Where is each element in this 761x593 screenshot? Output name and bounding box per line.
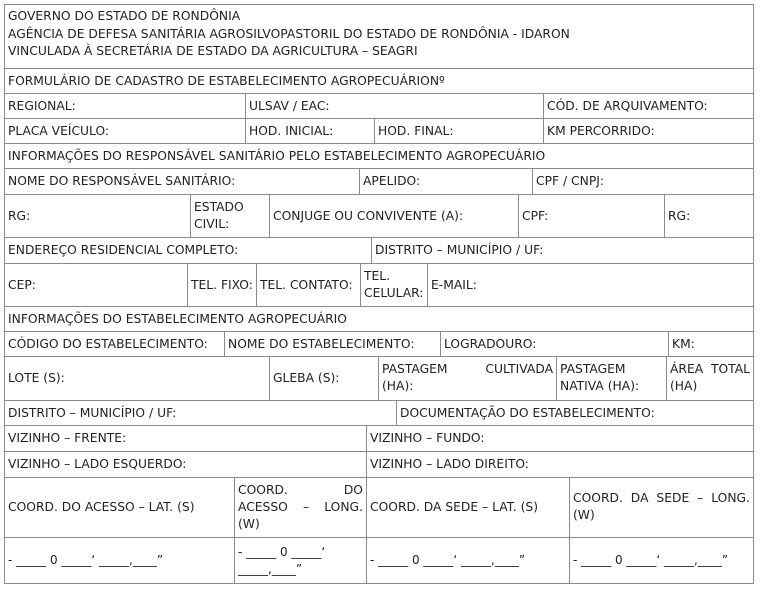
- pastagem-cultivada-field[interactable]: PASTAGEM CULTIVADA (HA):: [378, 357, 556, 400]
- codigo-row: [5, 331, 753, 356]
- cep-row: [5, 263, 753, 306]
- documentacao-field[interactable]: DOCUMENTAÇÃO DO ESTABELECIMENTO:: [396, 401, 753, 425]
- distrito-estabelecimento-field[interactable]: DISTRITO – MUNICÍPIO / UF:: [8, 405, 177, 420]
- estado-civil-field[interactable]: ESTADO CIVIL:: [190, 195, 269, 237]
- coord-sede-lat-value[interactable]: - _____ 0 _____‘ _____,____”: [366, 538, 569, 583]
- hod-inicial-field[interactable]: HOD. INICIAL:: [245, 119, 374, 143]
- conjuge-field[interactable]: CONJUGE OU CONVIVENTE (A):: [269, 195, 518, 237]
- email-field[interactable]: E-MAIL:: [427, 264, 753, 306]
- coord-sede-long-label: COORD. DA SEDE – LONG. (W): [569, 478, 753, 537]
- placa-row: [5, 118, 753, 143]
- rg-conjuge-field[interactable]: RG:: [664, 195, 753, 237]
- section-responsavel-title: INFORMAÇÕES DO RESPONSÁVEL SANITÁRIO PELO ESTABELECIMENTO AGROPECUÁRIO: [8, 148, 546, 163]
- apelido-field[interactable]: APELIDO:: [359, 169, 532, 194]
- section-estabelecimento-title: INFORMAÇÕES DO ESTABELECIMENTO AGROPECUÁRIO: [8, 311, 347, 326]
- section-responsavel-row: [5, 143, 753, 168]
- regional-field[interactable]: REGIONAL:: [8, 98, 76, 113]
- distrito-row: [5, 400, 753, 425]
- tel-celular-field[interactable]: TEL. CELULAR:: [360, 264, 427, 306]
- hod-final-field[interactable]: HOD. FINAL:: [374, 119, 543, 143]
- tel-fixo-field[interactable]: TEL. FIXO:: [187, 264, 256, 306]
- ulsav-field[interactable]: ULSAV / EAC:: [245, 94, 543, 118]
- form-header: [5, 5, 753, 68]
- tel-contato-field[interactable]: TEL. CONTATO:: [256, 264, 360, 306]
- coord-sede-lat-label: COORD. DA SEDE – LAT. (S): [366, 478, 569, 537]
- vizinho-lado-row: [5, 451, 753, 477]
- header-line-3: VINCULADA À SECRETÁRIA DE ESTADO DA AGRICULTURA – SEAGRI: [8, 44, 418, 58]
- nome-row: [5, 168, 753, 194]
- cpf-field[interactable]: CPF:: [518, 195, 664, 237]
- coord-labels-row: [5, 477, 753, 537]
- nome-responsavel-field[interactable]: NOME DO RESPONSÁVEL SANITÁRIO:: [8, 174, 236, 188]
- form-title-row: [5, 68, 753, 93]
- km-estabelecimento-field[interactable]: KM:: [668, 332, 753, 356]
- rg-field[interactable]: RG:: [8, 208, 31, 223]
- distrito-responsavel-field[interactable]: DISTRITO – MUNICÍPIO / UF:: [371, 238, 753, 263]
- lote-row: [5, 356, 753, 400]
- vizinho-fundo-field[interactable]: VIZINHO – FUNDO:: [366, 426, 753, 451]
- vizinho-frente-field[interactable]: VIZINHO – FRENTE:: [8, 431, 127, 445]
- coord-acesso-lat-value[interactable]: - _____ 0 _____‘ _____,____”: [8, 553, 164, 567]
- section-estabelecimento-row: [5, 306, 753, 331]
- cpf-cnpj-field[interactable]: CPF / CNPJ:: [532, 169, 753, 194]
- coord-acesso-lat-label: COORD. DO ACESSO – LAT. (S): [8, 500, 195, 514]
- vizinho-esquerdo-field[interactable]: VIZINHO – LADO ESQUERDO:: [8, 457, 187, 471]
- cod-arquivamento-field[interactable]: CÓD. DE ARQUIVAMENTO:: [543, 94, 753, 118]
- coord-acesso-long-value[interactable]: - _____ 0 _____‘ _____,____”: [234, 538, 366, 583]
- area-total-field[interactable]: ÁREA TOTAL (HA): [666, 357, 753, 400]
- gleba-field[interactable]: GLEBA (S):: [269, 357, 378, 400]
- coord-values-row: [5, 537, 753, 583]
- nome-estabelecimento-field[interactable]: NOME DO ESTABELECIMENTO:: [224, 332, 440, 356]
- regional-row: [5, 93, 753, 118]
- header-line-1: GOVERNO DO ESTADO DE RONDÔNIA: [8, 9, 241, 23]
- header-line-2: AGÊNCIA DE DEFESA SANITÁRIA AGROSILVOPASTORIL DO ESTADO DE RONDÔNIA - IDARON: [8, 26, 570, 41]
- codigo-estabelecimento-field[interactable]: CÓDIGO DO ESTABELECIMENTO:: [8, 336, 208, 351]
- rg-row: [5, 194, 753, 237]
- cadastro-form: [4, 4, 754, 584]
- cep-field[interactable]: CEP:: [8, 277, 36, 292]
- form-title: FORMULÁRIO DE CADASTRO DE ESTABELECIMENTO AGROPECUÁRIONº: [8, 73, 445, 88]
- lote-field[interactable]: LOTE (S):: [8, 371, 65, 385]
- endereco-row: [5, 237, 753, 263]
- pastagem-nativa-field[interactable]: PASTAGEM NATIVA (HA):: [556, 357, 666, 400]
- vizinho-frente-row: [5, 425, 753, 451]
- vizinho-direito-field[interactable]: VIZINHO – LADO DIREITO:: [366, 452, 753, 477]
- km-percorrido-field[interactable]: KM PERCORRIDO:: [543, 119, 753, 143]
- coord-sede-long-value[interactable]: - _____ 0 _____‘ _____,____”: [569, 538, 753, 583]
- logradouro-field[interactable]: LOGRADOURO:: [440, 332, 668, 356]
- placa-veiculo-field[interactable]: PLACA VEÍCULO:: [8, 123, 110, 138]
- header-block: [5, 5, 753, 68]
- coord-acesso-long-label: COORD. DO ACESSO – LONG. (W): [234, 478, 366, 537]
- endereco-field[interactable]: ENDEREÇO RESIDENCIAL COMPLETO:: [8, 243, 239, 257]
